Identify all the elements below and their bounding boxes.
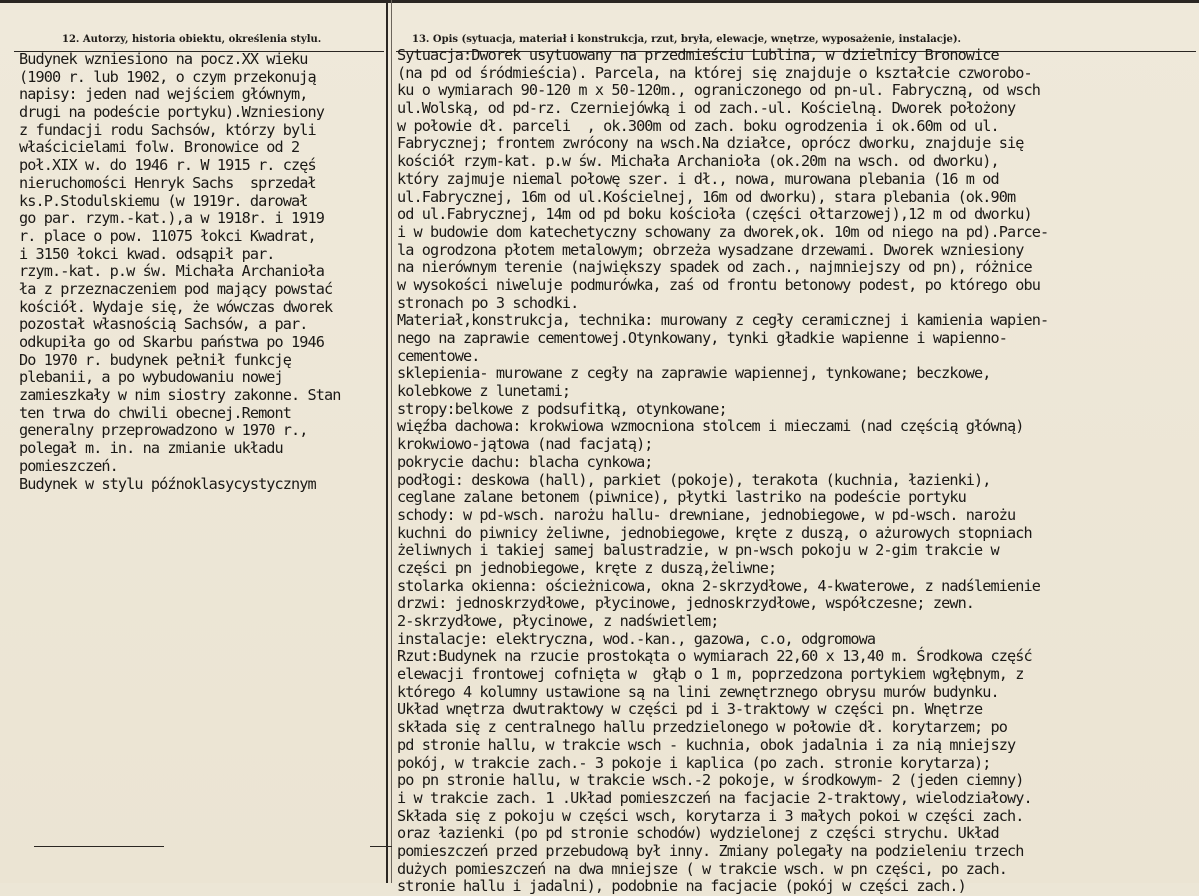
text-line: 2-skrzydłowe, płycinowe, z nadświetlem; <box>397 612 719 630</box>
text-line: pomieszczeń przed przebudową był inny. Zmiany polegały na podzieleniu trzech <box>397 841 1024 860</box>
text-line: sklepienia- murowane z cegły na zaprawie wapiennej, tynkowane; beczkowe, <box>397 364 991 383</box>
text-line: ul.Wolską, od pd-rz. Czerniejówką i od zach.-ul. Kościelną. Dworek położony <box>397 99 1016 118</box>
text-line: elewacji frontowej cofnięta w głąb o 1 m, poprzedzona portykiem wgłębnym, z <box>397 665 1024 684</box>
text-line: polegał m. in. na zmianie układu <box>19 439 283 458</box>
text-line: kościół rzym-kat. p.w św. Michała Archanioła (ok.20m na wsch. od dworku), <box>397 152 999 171</box>
text-line: r. place o pow. 11075 łokci Kwadrat, <box>19 226 316 245</box>
text-line: rzym.-kat. p.w św. Michała Archanioła <box>19 262 325 281</box>
right-column-heading: 13. Opis (sytuacja, materiał i konstrukcja, rzut, bryła, elewacje, wnętrze, wyposażenie, instalacje). <box>412 34 962 45</box>
text-line: kuchni do piwnicy żeliwne, jednobiegowe, kręte z duszą, o ażurowych stopniach <box>397 523 1032 542</box>
text-line: zamieszkały w nim siostry zakonne. Stan <box>19 386 341 405</box>
text-line: stronie hallu i jadalni), podobnie na facjacie (pokój w części zach.) <box>397 877 966 896</box>
text-line: Sytuacja:Dworek usytuowany na przedmieściu Lublina, w dzielnicy Bronowice <box>397 46 999 64</box>
text-line: napisy: jeden nad wejściem głównym, <box>19 85 308 104</box>
text-line: stolarka okienna: ościeżnicowa, okna 2-skrzydłowe, 4-kwaterowe, z nadślemienie <box>397 576 1041 595</box>
text-line: Materiał,konstrukcja, technika: murowany z cegły ceramicznej i kamienia wapien- <box>397 311 1049 330</box>
text-line: który zajmuje niemal połowę szer. i dł., nowa, murowana plebania (16 m od <box>397 169 999 188</box>
text-line: nieruchomości Henryk Sachs sprzedał <box>19 173 316 192</box>
text-line: odkupiła go od Skarbu państwa po 1946 <box>19 333 325 351</box>
text-line: właścicielami folw. Bronowice od 2 <box>19 138 300 157</box>
text-line: drzwi: jednoskrzydłowe, płycinowe, jednoskrzydłowe, współczesne; zewn. <box>397 594 975 613</box>
text-line: Budynek wzniesiono na pocz.XX wieku <box>19 50 308 68</box>
text-line: plebanii, a po wybudowaniu nowej <box>19 368 283 387</box>
right-column-text <box>397 47 1048 896</box>
text-line: z fundacji rodu Sachsów, którzy byli <box>19 120 316 139</box>
text-line: od ul.Fabrycznej, 14m od pd boku kościoła (części ołtarzowej),12 m od dworku) <box>397 205 1032 224</box>
text-line: Budynek w stylu późnoklasycystycznym <box>19 474 316 493</box>
text-line: więźba dachowa: krokwiowa wzmocniona stolcem i mieczami (nad częścią główną) <box>397 417 1024 436</box>
text-line: nego na zaprawie cementowej.Otynkowany, tynki gładkie wapienne i wapienno- <box>397 329 1008 347</box>
text-line: stropy:belkowe z podsufitką, otynkowane; <box>397 399 727 418</box>
text-line: części pn jednobiegowe, kręte z duszą,żeliwne; <box>397 558 777 577</box>
text-line: drugi na podeście portyku).Wzniesiony <box>19 103 325 122</box>
text-line: po pn stronie hallu, w trakcie wsch.-2 pokoje, w środkowym- 2 (jeden ciemny) <box>397 771 1024 790</box>
text-line: dużych pomieszczeń na dwa mniejsze ( w trakcie wsch. w pn części, po zach. <box>397 859 1008 878</box>
text-line: pokój, w trakcie zach.- 3 pokoje i kaplica (po zach. stronie korytarza); <box>397 753 991 772</box>
text-line: Układ wnętrza dwutraktowy w części pd i 3-traktowy w części pn. Wnętrze <box>397 700 983 719</box>
text-line: którego 4 kolumny ustawione są na lini zewnętrznego obrysu murów budynku. <box>397 682 999 701</box>
text-line: Fabrycznej; frontem zwrócony na wsch.Na działce, oprócz dworku, znajduje się <box>397 134 1024 153</box>
text-line: składa się z centralnego hallu przedzielonego w połowie dł. korytarzem; po <box>397 718 1008 737</box>
column-divider <box>386 0 388 883</box>
left-column-heading: 12. Autorzy, historia obiektu, określenia stylu. <box>62 34 322 45</box>
text-line: w wysokości niweluje podmurówka, zaś od frontu betonowy podest, po którego obu <box>397 275 1041 294</box>
text-line: kościół. Wydaje się, że wówczas dworek <box>19 297 333 316</box>
text-line: ul.Fabrycznej, 16m od ul.Kościelnej, 16m od dworku), stara plebania (ok.90m <box>397 187 1016 206</box>
text-line: i 3150 łokci kwad. odsąpił par. <box>19 244 275 263</box>
text-line: pd stronie hallu, w trakcie wsch - kuchnia, obok jadalnia i za nią mniejszy <box>397 735 1016 754</box>
text-line: Składa się z pokoju w części wsch, korytarza i 3 małych pokoi w części zach. <box>397 806 1024 825</box>
text-line: i w trakcie zach. 1 .Układ pomieszczeń na facjacie 2-traktowy, wielodziałowy. <box>397 788 1032 807</box>
text-line: Do 1970 r. budynek pełnił funkcję <box>19 350 292 369</box>
text-line: ten trwa do chwili obecnej.Remont <box>19 403 292 422</box>
text-line: kolebkowe z lunetami; <box>397 382 571 401</box>
text-line: w połowie dł. parceli , ok.300m od zach. boku ogrodzenia i ok.60m od ul. <box>397 116 999 135</box>
footer-rule-right <box>370 846 392 847</box>
text-line: ks.P.Stodulskiemu (w 1919r. darował <box>19 191 308 210</box>
text-line: instalacje: elektryczna, wod.-kan., gazowa, c.o, odgromowa <box>397 629 876 648</box>
text-line: (1900 r. lub 1902, o czym przekonują <box>19 67 316 86</box>
text-line: la ogrodzona płotem metalowym; obrzeża wysadzane drzewami. Dworek wzniesiony <box>397 240 1024 259</box>
text-line: (na pd od śródmieścia). Parcela, na której się znajduje o kształcie czworobo- <box>397 63 1032 82</box>
column-divider-secondary <box>391 0 392 883</box>
text-line: ceglane zalane betonem (piwnice), płytki lastriko na podeście portyku <box>397 488 966 507</box>
text-line: oraz łazienki (po pd stronie schodów) wydzielonej z części strychu. Układ <box>397 824 999 843</box>
text-line: żeliwnych i takiej samej balustradzie, w pn-wsch pokoju w 2-gim trakcie w <box>397 541 999 560</box>
text-line: pomieszczeń. <box>19 456 118 475</box>
text-line: na nierównym terenie (największy spadek od zach., najmniejszy od pn), różnice <box>397 258 1032 277</box>
text-line: ła z przeznaczeniem pod mający powstać <box>19 279 333 298</box>
text-line: ku o wymiarach 90-120 m x 50-120m., ograniczonego od pn-ul. Fabryczną, od wsch <box>397 81 1041 100</box>
text-line: i w budowie dom katechetyczny schowany za dworek,ok. 10m od niego na pd).Parce- <box>397 222 1049 241</box>
text-line: poł.XIX w. do 1946 r. W 1915 r. częś <box>19 156 316 175</box>
text-line: podłogi: deskowa (hall), parkiet (pokoje), terakota (kuchnia, łazienki), <box>397 470 991 489</box>
text-line: krokwiowo-jątowa (nad facjatą); <box>397 435 653 454</box>
text-line: Rzut:Budynek na rzucie prostokąta o wymiarach 22,60 x 13,40 m. Środkowa część <box>397 647 1032 666</box>
text-line: cementowe. <box>397 346 480 365</box>
text-line: generalny przeprowadzono w 1970 r., <box>19 421 308 440</box>
footer-rule-left <box>34 846 164 847</box>
left-column-text <box>19 51 341 493</box>
top-border-line <box>0 0 1199 3</box>
text-line: schody: w pd-wsch. narożu hallu- drewniane, jednobiegowe, w pd-wsch. narożu <box>397 505 1016 524</box>
text-line: pokrycie dachu: blacha cynkowa; <box>397 452 653 471</box>
text-line: pozostał własnością Sachsów, a par. <box>19 315 308 334</box>
text-line: stronach po 3 schodki. <box>397 293 579 312</box>
text-line: go par. rzym.-kat.),a w 1918r. i 1919 <box>19 209 325 228</box>
